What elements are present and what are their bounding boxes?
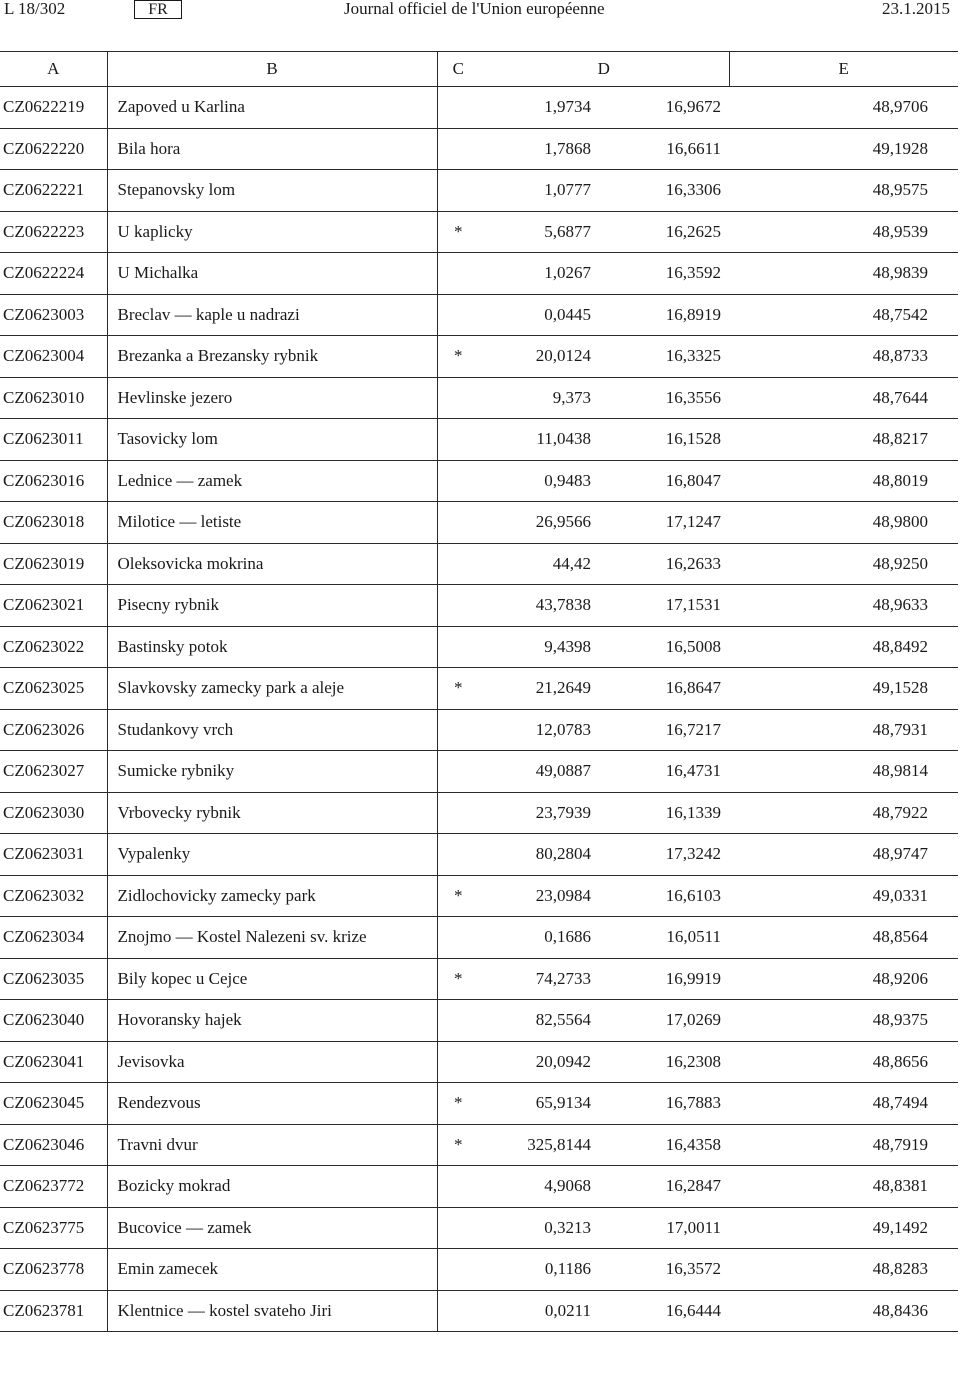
- longitude-value: 16,8047: [601, 460, 729, 502]
- priority-mark: [437, 626, 479, 668]
- longitude-value: 16,3306: [601, 170, 729, 212]
- area-value: 26,9566: [479, 502, 601, 544]
- latitude-value: 48,7922: [729, 792, 958, 834]
- site-code: CZ0623010: [0, 377, 107, 419]
- site-code: CZ0623021: [0, 585, 107, 627]
- site-code: CZ0623772: [0, 1166, 107, 1208]
- site-code: CZ0623016: [0, 460, 107, 502]
- priority-mark: [437, 128, 479, 170]
- site-code: CZ0623035: [0, 958, 107, 1000]
- longitude-value: 16,2633: [601, 543, 729, 585]
- table-row: [0, 958, 958, 1000]
- table-row: [0, 460, 958, 502]
- site-code: CZ0622224: [0, 253, 107, 295]
- site-name: Brezanka a Brezansky rybnik: [107, 336, 437, 378]
- page-header: [0, 0, 960, 20]
- site-name: Hovoransky hajek: [107, 1000, 437, 1042]
- area-value: 80,2804: [479, 834, 601, 876]
- site-code: CZ0623026: [0, 709, 107, 751]
- latitude-value: 48,8656: [729, 1041, 958, 1083]
- latitude-value: 49,0331: [729, 875, 958, 917]
- site-code: CZ0622223: [0, 211, 107, 253]
- site-code: CZ0623046: [0, 1124, 107, 1166]
- sites-table: [0, 51, 958, 1332]
- priority-mark: *: [437, 1083, 479, 1125]
- site-code: CZ0622221: [0, 170, 107, 212]
- area-value: 43,7838: [479, 585, 601, 627]
- longitude-value: 16,3325: [601, 336, 729, 378]
- table-row: [0, 1290, 958, 1332]
- area-value: 1,0267: [479, 253, 601, 295]
- site-name: Slavkovsky zamecky park a aleje: [107, 668, 437, 710]
- site-name: Bastinsky potok: [107, 626, 437, 668]
- table-row: [0, 1207, 958, 1249]
- longitude-value: 17,0011: [601, 1207, 729, 1249]
- latitude-value: 48,7644: [729, 377, 958, 419]
- latitude-value: 49,1928: [729, 128, 958, 170]
- area-value: 325,8144: [479, 1124, 601, 1166]
- longitude-value: 16,7217: [601, 709, 729, 751]
- site-name: Tasovicky lom: [107, 419, 437, 461]
- latitude-value: 48,9814: [729, 751, 958, 793]
- site-code: CZ0623004: [0, 336, 107, 378]
- site-name: Hevlinske jezero: [107, 377, 437, 419]
- priority-mark: *: [437, 211, 479, 253]
- site-name: Pisecny rybnik: [107, 585, 437, 627]
- site-name: Bily kopec u Cejce: [107, 958, 437, 1000]
- priority-mark: [437, 1166, 479, 1208]
- column-header-d: D: [479, 52, 729, 87]
- longitude-value: 16,4358: [601, 1124, 729, 1166]
- header-row: [0, 52, 958, 87]
- site-name: Bozicky mokrad: [107, 1166, 437, 1208]
- table-row: [0, 543, 958, 585]
- site-code: CZ0623032: [0, 875, 107, 917]
- site-name: Travni dvur: [107, 1124, 437, 1166]
- area-value: 1,7868: [479, 128, 601, 170]
- area-value: 82,5564: [479, 1000, 601, 1042]
- longitude-value: 17,1531: [601, 585, 729, 627]
- priority-mark: [437, 751, 479, 793]
- area-value: 20,0942: [479, 1041, 601, 1083]
- table-row: [0, 253, 958, 295]
- priority-mark: *: [437, 958, 479, 1000]
- longitude-value: 16,2308: [601, 1041, 729, 1083]
- longitude-value: 16,6611: [601, 128, 729, 170]
- priority-mark: *: [437, 1124, 479, 1166]
- longitude-value: 16,8919: [601, 294, 729, 336]
- area-value: 9,373: [479, 377, 601, 419]
- site-code: CZ0623031: [0, 834, 107, 876]
- longitude-value: 16,2625: [601, 211, 729, 253]
- page-reference: L 18/302: [4, 0, 66, 18]
- longitude-value: 16,7883: [601, 1083, 729, 1125]
- priority-mark: [437, 377, 479, 419]
- longitude-value: 16,6444: [601, 1290, 729, 1332]
- site-name: Zapoved u Karlina: [107, 87, 437, 129]
- site-code: CZ0623034: [0, 917, 107, 959]
- priority-mark: [437, 294, 479, 336]
- longitude-value: 16,5008: [601, 626, 729, 668]
- area-value: 12,0783: [479, 709, 601, 751]
- site-name: Bila hora: [107, 128, 437, 170]
- site-name: Milotice — letiste: [107, 502, 437, 544]
- site-code: CZ0623781: [0, 1290, 107, 1332]
- table-row: [0, 502, 958, 544]
- area-value: 11,0438: [479, 419, 601, 461]
- site-name: Vrbovecky rybnik: [107, 792, 437, 834]
- priority-mark: [437, 87, 479, 129]
- priority-mark: [437, 1041, 479, 1083]
- table-body: [0, 87, 958, 1332]
- table-row: [0, 585, 958, 627]
- site-code: CZ0623778: [0, 1249, 107, 1291]
- column-header-b: B: [107, 52, 437, 87]
- table-row: [0, 87, 958, 129]
- latitude-value: 48,7931: [729, 709, 958, 751]
- site-name: U Michalka: [107, 253, 437, 295]
- table-row: [0, 1083, 958, 1125]
- column-header-e: E: [729, 52, 958, 87]
- table-row: [0, 709, 958, 751]
- site-name: Znojmo — Kostel Nalezeni sv. krize: [107, 917, 437, 959]
- area-value: 23,0984: [479, 875, 601, 917]
- longitude-value: 16,1528: [601, 419, 729, 461]
- site-name: Rendezvous: [107, 1083, 437, 1125]
- latitude-value: 48,8019: [729, 460, 958, 502]
- area-value: 9,4398: [479, 626, 601, 668]
- table-row: [0, 1166, 958, 1208]
- priority-mark: [437, 1290, 479, 1332]
- latitude-value: 49,1492: [729, 1207, 958, 1249]
- area-value: 0,9483: [479, 460, 601, 502]
- longitude-value: 17,1247: [601, 502, 729, 544]
- table-header: [0, 52, 958, 87]
- latitude-value: 48,9747: [729, 834, 958, 876]
- table-row: [0, 751, 958, 793]
- table-row: [0, 211, 958, 253]
- site-code: CZ0623775: [0, 1207, 107, 1249]
- longitude-value: 16,3572: [601, 1249, 729, 1291]
- priority-mark: [437, 502, 479, 544]
- table-row: [0, 875, 958, 917]
- latitude-value: 48,8217: [729, 419, 958, 461]
- priority-mark: [437, 1000, 479, 1042]
- latitude-value: 48,7919: [729, 1124, 958, 1166]
- area-value: 49,0887: [479, 751, 601, 793]
- priority-mark: [437, 917, 479, 959]
- longitude-value: 16,6103: [601, 875, 729, 917]
- site-name: U kaplicky: [107, 211, 437, 253]
- publication-date: 23.1.2015: [882, 0, 950, 18]
- latitude-value: 48,9206: [729, 958, 958, 1000]
- site-name: Breclav — kaple u nadrazi: [107, 294, 437, 336]
- table-row: [0, 1124, 958, 1166]
- area-value: 5,6877: [479, 211, 601, 253]
- latitude-value: 48,9839: [729, 253, 958, 295]
- longitude-value: 16,0511: [601, 917, 729, 959]
- latitude-value: 48,8564: [729, 917, 958, 959]
- priority-mark: [437, 709, 479, 751]
- site-code: CZ0623025: [0, 668, 107, 710]
- latitude-value: 48,8436: [729, 1290, 958, 1332]
- site-code: CZ0623027: [0, 751, 107, 793]
- longitude-value: 16,8647: [601, 668, 729, 710]
- area-value: 23,7939: [479, 792, 601, 834]
- longitude-value: 16,1339: [601, 792, 729, 834]
- site-name: Jevisovka: [107, 1041, 437, 1083]
- priority-mark: [437, 585, 479, 627]
- site-name: Bucovice — zamek: [107, 1207, 437, 1249]
- priority-mark: [437, 1207, 479, 1249]
- longitude-value: 16,9919: [601, 958, 729, 1000]
- priority-mark: [437, 460, 479, 502]
- priority-mark: [437, 1249, 479, 1291]
- table-row: [0, 294, 958, 336]
- longitude-value: 16,4731: [601, 751, 729, 793]
- latitude-value: 48,8381: [729, 1166, 958, 1208]
- site-name: Vypalenky: [107, 834, 437, 876]
- latitude-value: 48,9250: [729, 543, 958, 585]
- latitude-value: 48,9375: [729, 1000, 958, 1042]
- latitude-value: 48,9706: [729, 87, 958, 129]
- area-value: 44,42: [479, 543, 601, 585]
- longitude-value: 16,3592: [601, 253, 729, 295]
- site-name: Lednice — zamek: [107, 460, 437, 502]
- column-header-c: C: [437, 52, 479, 87]
- area-value: 21,2649: [479, 668, 601, 710]
- table-row: [0, 1249, 958, 1291]
- site-code: CZ0623003: [0, 294, 107, 336]
- latitude-value: 48,8733: [729, 336, 958, 378]
- site-name: Zidlochovicky zamecky park: [107, 875, 437, 917]
- priority-mark: *: [437, 875, 479, 917]
- language-box: FR: [134, 0, 182, 19]
- latitude-value: 48,7542: [729, 294, 958, 336]
- table-row: [0, 170, 958, 212]
- area-value: 4,9068: [479, 1166, 601, 1208]
- priority-mark: [437, 543, 479, 585]
- table-row: [0, 834, 958, 876]
- site-name: Studankovy vrch: [107, 709, 437, 751]
- latitude-value: 49,1528: [729, 668, 958, 710]
- latitude-value: 48,9539: [729, 211, 958, 253]
- latitude-value: 48,8492: [729, 626, 958, 668]
- longitude-value: 17,3242: [601, 834, 729, 876]
- site-name: Emin zamecek: [107, 1249, 437, 1291]
- column-header-a: A: [0, 52, 107, 87]
- site-code: CZ0623030: [0, 792, 107, 834]
- latitude-value: 48,9800: [729, 502, 958, 544]
- area-value: 0,1186: [479, 1249, 601, 1291]
- site-code: CZ0623041: [0, 1041, 107, 1083]
- site-code: CZ0622219: [0, 87, 107, 129]
- site-code: CZ0623019: [0, 543, 107, 585]
- table-row: [0, 1000, 958, 1042]
- site-code: CZ0623045: [0, 1083, 107, 1125]
- area-value: 65,9134: [479, 1083, 601, 1125]
- table-row: [0, 377, 958, 419]
- area-value: 0,0445: [479, 294, 601, 336]
- latitude-value: 48,9633: [729, 585, 958, 627]
- site-name: Sumicke rybniky: [107, 751, 437, 793]
- longitude-value: 17,0269: [601, 1000, 729, 1042]
- priority-mark: [437, 253, 479, 295]
- site-code: CZ0623040: [0, 1000, 107, 1042]
- longitude-value: 16,2847: [601, 1166, 729, 1208]
- site-name: Klentnice — kostel svateho Jiri: [107, 1290, 437, 1332]
- table-row: [0, 626, 958, 668]
- latitude-value: 48,7494: [729, 1083, 958, 1125]
- priority-mark: [437, 834, 479, 876]
- table-row: [0, 917, 958, 959]
- area-value: 1,0777: [479, 170, 601, 212]
- journal-title: Journal officiel de l'Union européenne: [344, 0, 605, 18]
- table-row: [0, 1041, 958, 1083]
- table-row: [0, 336, 958, 378]
- area-value: 0,3213: [479, 1207, 601, 1249]
- area-value: 0,1686: [479, 917, 601, 959]
- area-value: 20,0124: [479, 336, 601, 378]
- site-name: Stepanovsky lom: [107, 170, 437, 212]
- longitude-value: 16,9672: [601, 87, 729, 129]
- area-value: 74,2733: [479, 958, 601, 1000]
- table-row: [0, 668, 958, 710]
- priority-mark: [437, 419, 479, 461]
- site-code: CZ0623022: [0, 626, 107, 668]
- site-name: Oleksovicka mokrina: [107, 543, 437, 585]
- area-value: 0,0211: [479, 1290, 601, 1332]
- priority-mark: *: [437, 336, 479, 378]
- priority-mark: *: [437, 668, 479, 710]
- priority-mark: [437, 792, 479, 834]
- site-code: CZ0622220: [0, 128, 107, 170]
- table-row: [0, 128, 958, 170]
- site-code: CZ0623011: [0, 419, 107, 461]
- area-value: 1,9734: [479, 87, 601, 129]
- latitude-value: 48,8283: [729, 1249, 958, 1291]
- latitude-value: 48,9575: [729, 170, 958, 212]
- priority-mark: [437, 170, 479, 212]
- longitude-value: 16,3556: [601, 377, 729, 419]
- table-row: [0, 792, 958, 834]
- table-row: [0, 419, 958, 461]
- site-code: CZ0623018: [0, 502, 107, 544]
